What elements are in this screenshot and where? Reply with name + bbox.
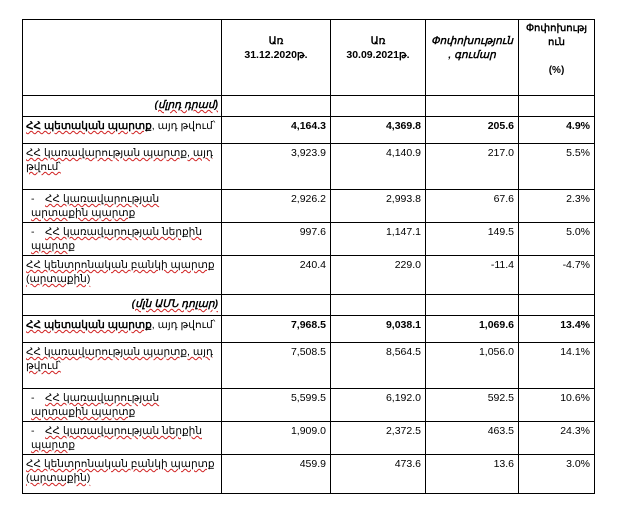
header-cell-label (23, 20, 222, 96)
row-dash: - (31, 193, 35, 205)
row-label-suffix: , այդ թվում՝ (151, 319, 216, 331)
row-label: ՀՀ կենտրոնական բանկի պարտք (արտաքին) (23, 256, 222, 295)
value-2021: 1,147.1 (331, 223, 426, 256)
row-label-main: ՀՀ պետական պարտք (26, 319, 152, 331)
change-amount: -11.4 (426, 256, 519, 295)
value-2020: 7,508.5 (222, 343, 331, 389)
row-dash: - (31, 392, 35, 404)
change-percent: 4.9% (519, 117, 595, 144)
empty-cell (222, 96, 331, 117)
change-amount: 217.0 (426, 144, 519, 190)
row-label-text: ՀՀ կառավարության ներքին պարտք (31, 425, 202, 451)
change-amount: 205.6 (426, 117, 519, 144)
value-2021: 473.6 (331, 455, 426, 494)
value-2021: 2,372.5 (331, 422, 426, 455)
change-amount: 1,056.0 (426, 343, 519, 389)
table-row (23, 343, 595, 389)
value-2020: 459.9 (222, 455, 331, 494)
unit-text: (մլն ԱՄՆ դոլար) (131, 298, 218, 310)
change-amount: 67.6 (426, 190, 519, 223)
empty-cell (426, 295, 519, 316)
change-amount: 463.5 (426, 422, 519, 455)
change-percent: 3.0% (519, 455, 595, 494)
empty-cell (519, 295, 595, 316)
change-amount: 592.5 (426, 389, 519, 422)
table-row (23, 256, 595, 295)
value-2021: 2,993.8 (331, 190, 426, 223)
row-label (23, 223, 222, 256)
value-2021: 6,192.0 (331, 389, 426, 422)
change-percent: 5.0% (519, 223, 595, 256)
row-label-text: ՀՀ կառավարության արտաքին պարտք (31, 392, 160, 418)
change-percent: -4.7% (519, 256, 595, 295)
empty-cell (222, 295, 331, 316)
row-label (23, 422, 222, 455)
empty-cell (426, 96, 519, 117)
value-2020: 2,926.2 (222, 190, 331, 223)
value-2020: 4,164.3 (222, 117, 331, 144)
value-2021: 9,038.1 (331, 316, 426, 343)
change-percent: 2.3% (519, 190, 595, 223)
header-row (23, 20, 595, 96)
unit-text: (մլրդ դրամ) (154, 99, 218, 111)
row-dash: - (31, 425, 35, 437)
value-2020: 240.4 (222, 256, 331, 295)
debt-table (22, 19, 595, 494)
table-row (23, 144, 595, 190)
row-label (23, 190, 222, 223)
change-percent: 5.5% (519, 144, 595, 190)
row-label-main: ՀՀ պետական պարտք (26, 120, 152, 132)
value-2021: 229.0 (331, 256, 426, 295)
row-label-suffix: , այդ թվում՝ (151, 120, 216, 132)
value-2020: 5,599.5 (222, 389, 331, 422)
change-amount: 149.5 (426, 223, 519, 256)
change-percent: 13.4% (519, 316, 595, 343)
unit-row-usd (23, 295, 595, 316)
unit-row-amd (23, 96, 595, 117)
row-label: ՀՀ կառավարության պարտք, այդ թվում՝ (23, 144, 222, 190)
value-2020: 1,909.0 (222, 422, 331, 455)
row-dash: - (31, 226, 35, 238)
header-cell-change-amount: Փոփոխություն , գումար (426, 20, 519, 96)
header-cell-2020: Առ 31.12.2020թ. (222, 20, 331, 96)
row-label (23, 117, 222, 144)
value-2020: 7,968.5 (222, 316, 331, 343)
row-label-text: ՀՀ կառավարության արտաքին պարտք (31, 193, 160, 219)
row-label: ՀՀ կենտրոնական բանկի պարտք (արտաքին) (23, 455, 222, 494)
table-row (23, 190, 595, 223)
empty-cell (331, 96, 426, 117)
change-percent: 10.6% (519, 389, 595, 422)
unit-label (23, 295, 222, 316)
value-2021: 4,140.9 (331, 144, 426, 190)
row-label (23, 389, 222, 422)
unit-label (23, 96, 222, 117)
value-2020: 3,923.9 (222, 144, 331, 190)
row-label-text: ՀՀ կառավարության ներքին պարտք (31, 226, 202, 252)
change-percent: 24.3% (519, 422, 595, 455)
table-row (23, 117, 595, 144)
table-row (23, 389, 595, 422)
value-2020: 997.6 (222, 223, 331, 256)
table-row (23, 223, 595, 256)
change-amount: 1,069.6 (426, 316, 519, 343)
empty-cell (331, 295, 426, 316)
header-cell-2021: Առ 30.09.2021թ. (331, 20, 426, 96)
empty-cell (519, 96, 595, 117)
row-label (23, 316, 222, 343)
value-2021: 4,369.8 (331, 117, 426, 144)
table-row (23, 455, 595, 494)
value-2021: 8,564.5 (331, 343, 426, 389)
table-row (23, 316, 595, 343)
row-label: ՀՀ կառավարության պարտք, այդ թվում՝ (23, 343, 222, 389)
header-cell-change-percent: Փոփոխությ ուն (%) (519, 20, 595, 96)
change-percent: 14.1% (519, 343, 595, 389)
table-row (23, 422, 595, 455)
change-amount: 13.6 (426, 455, 519, 494)
